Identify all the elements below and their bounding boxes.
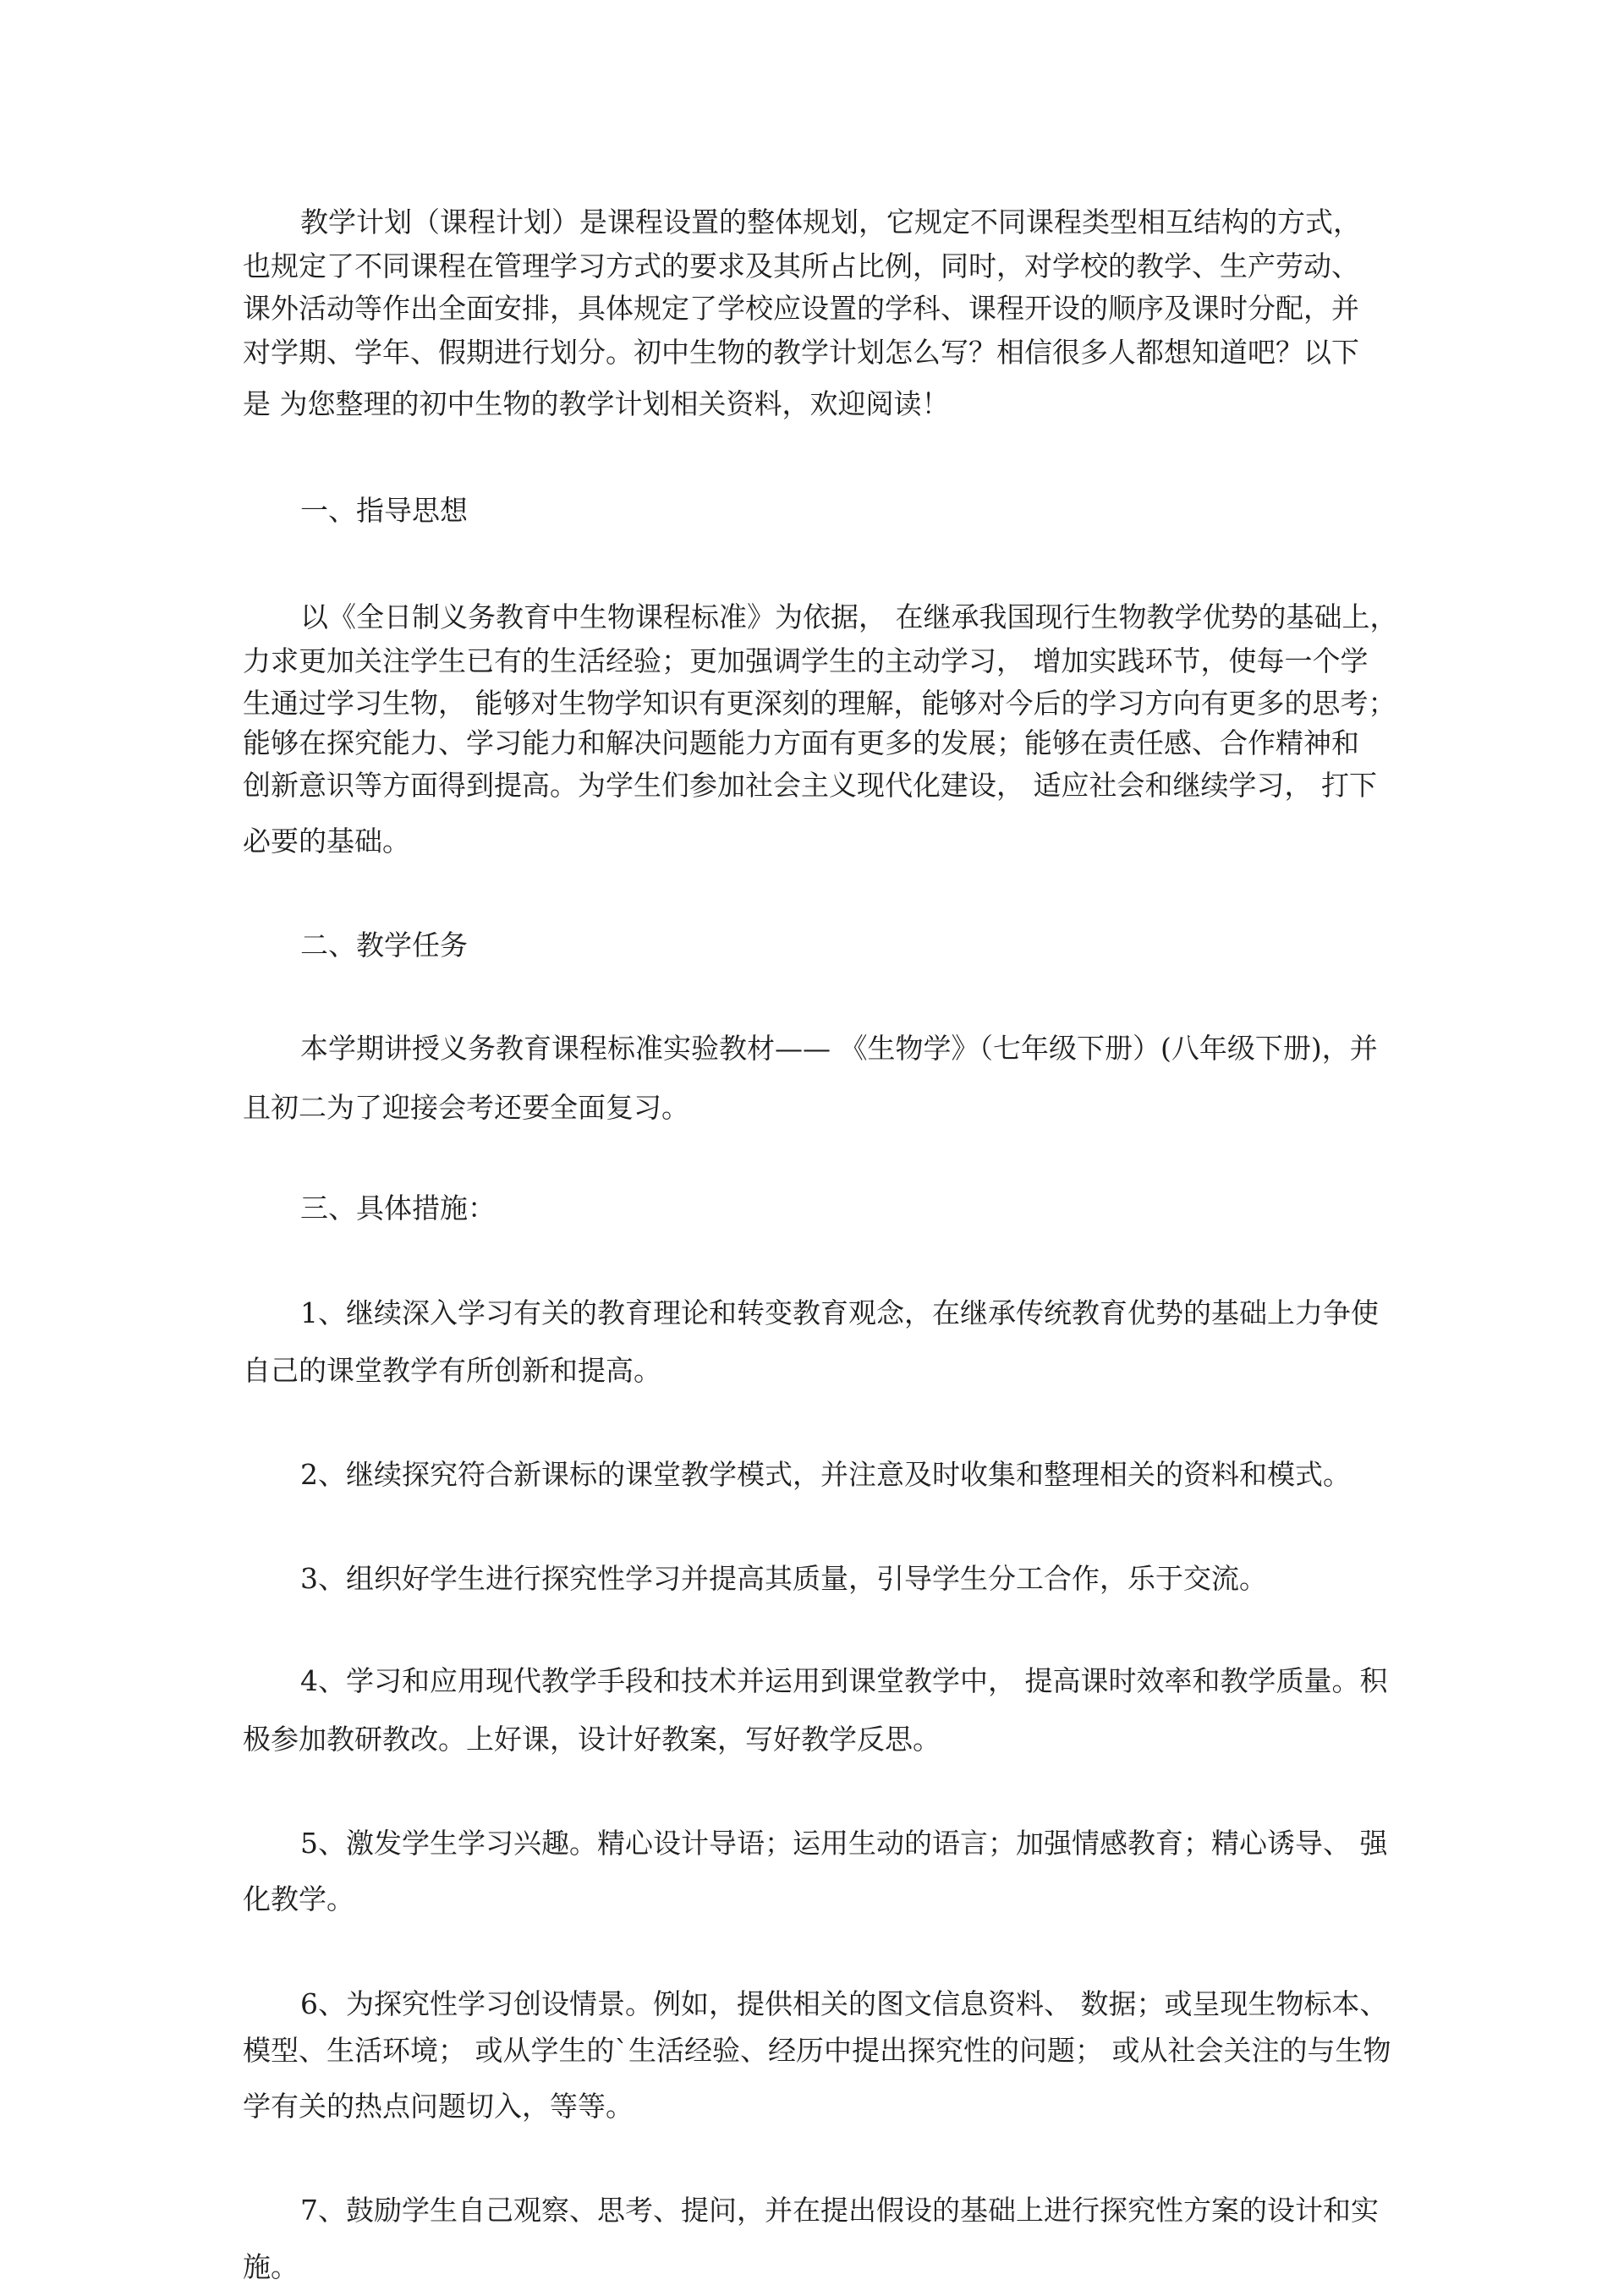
- text-line: 是 为您整理的初中生物的教学计划相关资料，欢迎阅读！: [243, 387, 950, 420]
- list-item-line: 1、继续深入学习有关的教育理论和转变教育观念，在继承传统教育优势的基础上力争使: [300, 1296, 1379, 1329]
- text-line: 能够在探究能力、学习能力和解决问题能力方面有更多的发展；能够在责任感、合作精神和: [243, 726, 1359, 759]
- list-item-line: 2、继续探究符合新课标的课堂教学模式，并注意及时收集和整理相关的资料和模式。: [300, 1458, 1351, 1491]
- text-line: 力求更加关注学生已有的生活经验；更加强调学生的主动学习， 增加实践环节，使每一个学: [243, 644, 1369, 677]
- list-item-line: 施。: [243, 2250, 299, 2283]
- list-item-line: 学有关的热点问题切入，等等。: [243, 2090, 634, 2123]
- text-line: 以《全日制义务教育中生物课程标准》为依据， 在继承我国现行生物教学优势的基础上，: [300, 600, 1398, 633]
- text-line: 且初二为了迎接会考还要全面复习。: [243, 1091, 689, 1124]
- list-item-line: 4、学习和应用现代教学手段和技术并运用到课堂教学中， 提高课时效率和教学质量。积: [300, 1664, 1388, 1697]
- list-item-line: 5、激发学生学习兴趣。精心设计导语；运用生动的语言；加强情感教育；精心诱导、 强: [300, 1827, 1388, 1860]
- text-line: 创新意识等方面得到提高。为学生们参加社会主义现代化建设， 适应社会和继续学习， 打下: [243, 769, 1377, 802]
- text-line: 本学期讲授义务教育课程标准实验教材—— 《生物学》（七年级下册）(八年级下册)，并: [300, 1032, 1378, 1065]
- text-line: 课外活动等作出全面安排，具体规定了学校应设置的学科、课程开设的顺序及课时分配，并: [243, 292, 1359, 325]
- text-line: 教学计划（课程计划）是课程设置的整体规划，它规定不同课程类型相互结构的方式，: [300, 205, 1361, 238]
- list-item-line: 化教学。: [243, 1882, 354, 1915]
- list-item-line: 6、为探究性学习创设情景。例如，提供相关的图文信息资料、 数据；或呈现生物标本、: [300, 1987, 1388, 2020]
- list-item-line: 模型、生活环境； 或从学生的`生活经验、经历中提出探究性的问题； 或从社会关注的与生物: [243, 2034, 1391, 2067]
- text-line: 对学期、学年、假期进行划分。初中生物的教学计划怎么写？相信很多人都想知道吧？以下: [243, 336, 1359, 369]
- section-heading-measures: 三、具体措施：: [300, 1192, 496, 1225]
- list-item-line: 自己的课堂教学有所创新和提高。: [243, 1354, 661, 1387]
- list-item-line: 极参加教研教改。上好课，设计好教案，写好教学反思。: [243, 1723, 941, 1756]
- text-line: 生通过学习生物， 能够对生物学知识有更深刻的理解，能够对今后的学习方向有更多的思考；: [243, 687, 1396, 720]
- list-item-line: 3、组织好学生进行探究性学习并提高其质量，引导学生分工合作，乐于交流。: [300, 1562, 1267, 1595]
- text-line: 也规定了不同课程在管理学习方式的要求及其所占比例，同时，对学校的教学、生产劳动、: [243, 249, 1359, 282]
- section-heading-guiding-ideology: 一、指导思想: [300, 494, 468, 527]
- text-line: 必要的基础。: [243, 825, 410, 858]
- list-item-line: 7、鼓励学生自己观察、思考、提问，并在提出假设的基础上进行探究性方案的设计和实: [300, 2194, 1379, 2227]
- section-heading-teaching-tasks: 二、教学任务: [300, 929, 468, 962]
